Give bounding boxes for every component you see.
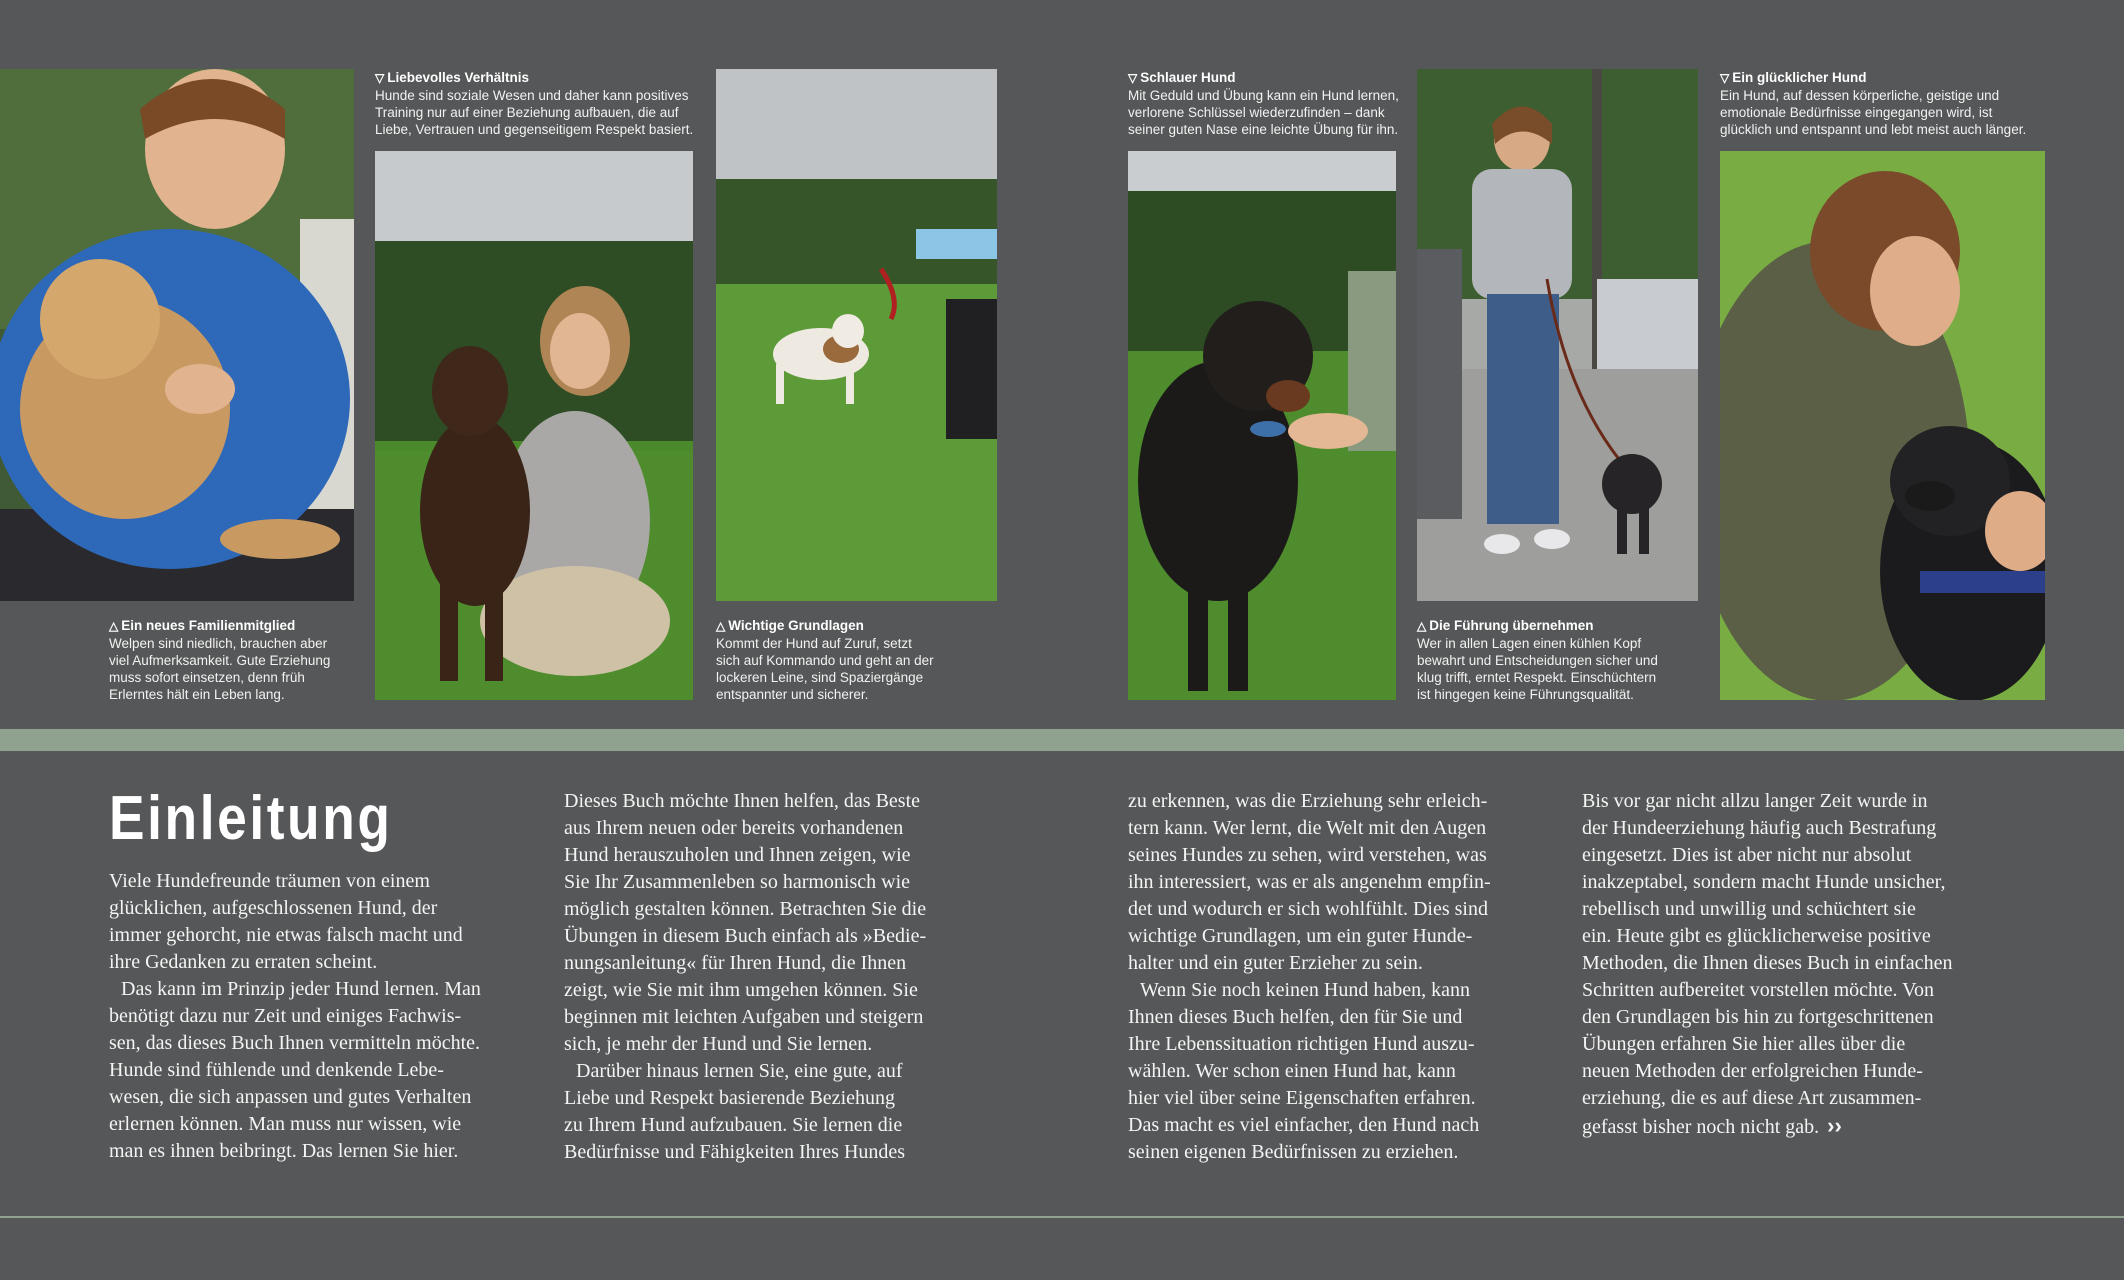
caption-basics: △ Wichtige Grundlagen Kommt der Hund auf Zuruf, setzt sich auf Kommando und geht an der lockeren Leine, sind Spaziergänge entspannter und sicherer. [716,618,934,702]
paragraph: Dieses Buch möchte Ihnen helfen, das Beste aus Ihrem neuen oder bereits vorhandenen Hund herauszuholen und Ihnen zeigen, wie Sie Ihr Zusammenleben so harmonisch wie möglich gestalten können. Betrachten Sie die Übungen in diesem Buch einfach als »Bedie- nungsanleitung« für Ihren Hund, die Ihnen zeigt, wie Sie mit ihm umgehen können. Sie beginnen mit leichten Aufgaben und steigern sich, je mehr der Hund und Sie lernen. [564,790,927,1055]
photo-woman-walking-spaniel [1417,69,1698,601]
continue-arrow-icon: ›› [1827,1113,1842,1138]
paragraph: Bis vor gar nicht allzu langer Zeit wurde in der Hundeerziehung häufig auch Bestrafung eingesetzt. Dies ist aber nicht nur absolut inakzeptabel, sondern macht Hunde unsicher, rebellisch und unwillig und schüchtert sie ein. Heute gibt es glücklicherweise positive Methoden, die Ihnen dieses Buch in einfachen Schritten aufbereitet vorstellen möchte. Von den Grundlagen bis hin zu fortgeschrittenen Übungen erfahren Sie hier alles über die neuen Methoden der erfolgreichen Hunde- erziehung, die es auf diese Art zusammen- gefasst bisher noch nicht gab. ›› [1582,790,1953,1138]
photo-boy-with-puppy [0,69,354,601]
text-column-2 [564,788,1004,1166]
paragraph-continued: benötigt dazu nur Zeit und einiges Fachwis- sen, das dieses Buch Ihnen vermitteln möchte. Hunde sind fühlende und denkende Lebe- wesen, die sich anpassen und gutes Verhalten erlernen können. Man muss nur wissen, wie man es ihnen beibringt. Das lernen Sie hier. [109,1005,481,1162]
paragraph: Viele Hundefreunde träumen von einem glücklichen, aufgeschlossenen Hund, der immer gehorcht, nie etwas falsch macht und ihre Gedanken zu erraten scheint. [109,870,463,973]
photo-woman-with-labrador [375,151,693,700]
paragraph: Wenn Sie noch keinen Hund haben, kann Ihnen dieses Buch helfen, den für Sie und Ihre Lebenssituation richtigen Hund auszu- wählen. Wer schon einen Hund hat, kann hier viel über seine Eigenschaften erfahren. Das macht es viel einfacher, den Hund nach seinen eigenen Bedürfnissen zu erziehen. [1128,979,1480,1163]
bottom-rule [0,1216,2124,1218]
text-column-1 [109,868,549,1165]
photo-dog-with-keys [1128,151,1396,700]
page-title: Einleitung [109,784,393,853]
paragraph: Darüber hinaus lernen Sie, eine gute, auf Liebe und Respekt basierende Beziehung zu Ihrem Hund aufzubauen. Sie lernen die Bedürfnisse und Fähigkeiten Ihres Hundes [564,1060,906,1163]
caption-lead: △ Die Führung übernehmen Wer in allen Lagen einen kühlen Kopf bewahrt und Entscheidungen sicher und klug trifft, erntet Respekt. Einschüchtern ist hingegen keine Führungsqualität. [1417,618,1658,702]
paragraph: Das kann im Prinzip jeder Hund lernen. Man [121,978,481,1000]
divider-band [0,729,2124,751]
caption-loving: ▽ Liebevolles Verhältnis Hunde sind soziale Wesen und daher kann positives Training nur auf einer Beziehung aufbauen, die auf Liebe, Vertrauen und gegenseitigem Respekt basiert. [375,70,694,137]
photo-woman-hugging-dog [1720,151,2045,700]
caption-family: △ Ein neues Familienmitglied Welpen sind niedlich, brauchen aber viel Aufmerksamkeit. Gute Erziehung muss sofort einsetzen, denn früh Erlerntes hält ein Leben lang. [109,618,331,702]
paragraph: zu erkennen, was die Erziehung sehr erleich- tern kann. Wer lernt, die Welt mit den Augen seines Hundes zu sehen, wird verstehen, was ihn interessiert, was er als angenehm empfin- det und wodurch er sich wohlfühlt. Dies sind wichtige Grundlagen, um ein guter Hunde- halter und ein guter Erzieher zu sein. [1128,790,1491,974]
photo-running-dog [716,69,997,601]
text-column-3 [1128,788,1568,1166]
caption-happy: ▽ Ein glücklicher Hund Ein Hund, auf dessen körperliche, geistige und emotionale Bedürfnisse eingegangen wird, ist glücklich und entspannt und lebt meist auch länger. [1720,70,2027,137]
text-column-4 [1582,788,2042,1141]
caption-clever: ▽ Schlauer Hund Mit Geduld und Übung kann ein Hund lernen, verlorene Schlüssel wiederzufinden – dank seiner guten Nase eine leichte Übung für ihn. [1128,70,1399,137]
